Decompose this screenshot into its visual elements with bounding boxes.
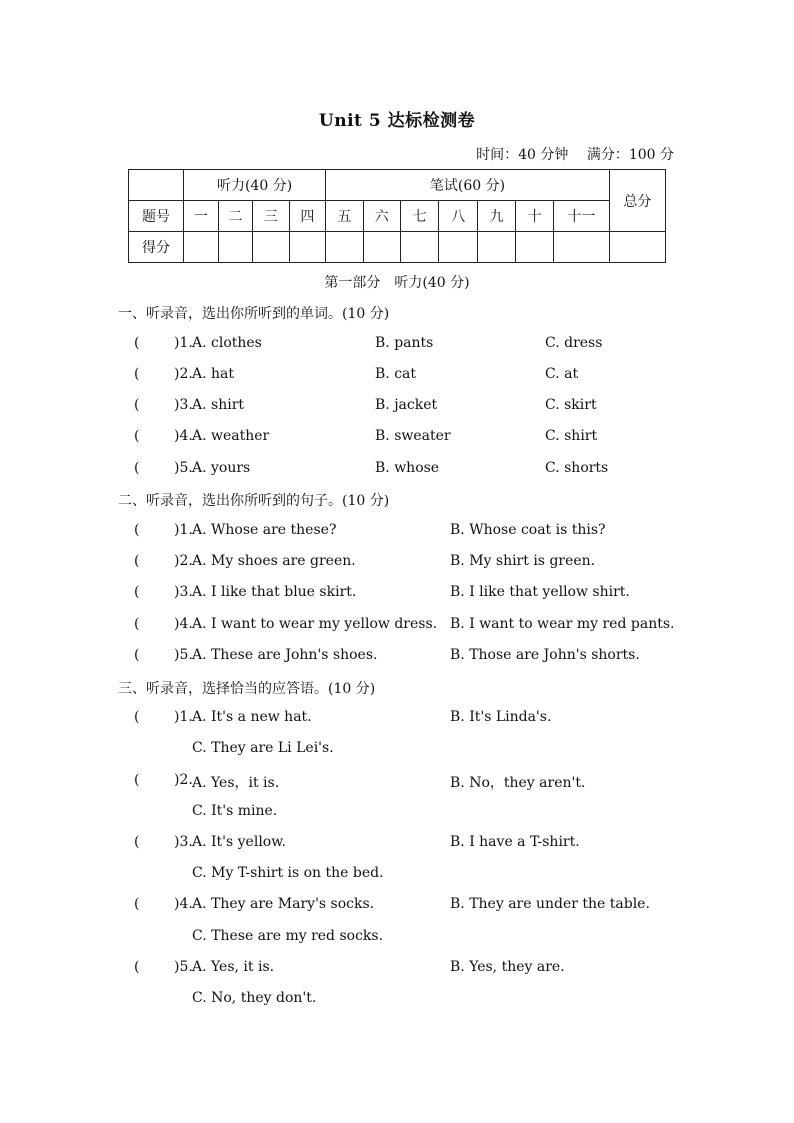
option-c: C. shorts — [545, 460, 609, 476]
question-number: )3. — [174, 584, 193, 600]
question-row — [134, 366, 694, 386]
option-c: C. shirt — [545, 428, 598, 444]
option-a: A. I like that blue skirt. — [192, 584, 357, 600]
time-limit: 时间：40 分钟 — [476, 147, 569, 163]
section-title: 二、听录音，选出你所听到的句子。(10 分) — [118, 493, 390, 509]
answer-blank[interactable]: ( — [134, 616, 140, 632]
question-row — [134, 647, 694, 667]
score-cell[interactable] — [516, 232, 553, 263]
option-b: B. I want to wear my red pants. — [450, 616, 675, 632]
section-title: 一、听录音，选出你所听到的单词。(10 分) — [118, 306, 390, 322]
question-number-cell: 三 — [253, 201, 289, 232]
answer-blank[interactable]: ( — [134, 335, 140, 351]
score-cell[interactable] — [553, 232, 609, 263]
question-number-cell: 九 — [477, 201, 515, 232]
option-c: C. They are Li Lei's. — [192, 740, 334, 756]
page-title: Unit 5 达标检测卷 — [318, 111, 476, 131]
score-table — [128, 169, 666, 263]
answer-blank[interactable]: ( — [134, 834, 140, 850]
written-header: 笔试(60 分) — [326, 170, 610, 201]
score-cell[interactable] — [401, 232, 439, 263]
question-number: )1. — [174, 522, 193, 538]
question-number-cell: 五 — [326, 201, 363, 232]
option-a: A. I want to wear my yellow dress. — [192, 616, 438, 632]
option-b: B. They are under the table. — [450, 896, 650, 912]
question-number: )3. — [174, 397, 193, 413]
option-a: A. Yes，it is. — [192, 775, 280, 791]
question-row — [134, 896, 694, 916]
question-row — [134, 522, 694, 542]
answer-blank[interactable]: ( — [134, 647, 140, 663]
answer-blank[interactable]: ( — [134, 709, 140, 725]
question-row — [134, 740, 694, 760]
option-a: A. It's a new hat. — [192, 709, 312, 725]
option-b: B. No，they aren't. — [450, 775, 586, 791]
score-cell[interactable] — [253, 232, 289, 263]
question-row — [134, 803, 694, 823]
option-b: B. Those are John's shorts. — [450, 647, 640, 663]
question-row — [134, 990, 694, 1010]
option-b: B. It's Linda's. — [450, 709, 552, 725]
option-a: A. They are Mary's socks. — [192, 896, 375, 912]
question-number-cell: 八 — [439, 201, 477, 232]
option-c: C. at — [545, 366, 579, 382]
option-b: B. I like that yellow shirt. — [450, 584, 630, 600]
option-a: A. hat — [192, 366, 234, 382]
option-b: B. Yes, they are. — [450, 959, 565, 975]
option-b: B. jacket — [375, 397, 438, 413]
answer-blank[interactable]: ( — [134, 772, 140, 788]
question-number: )2. — [174, 772, 193, 788]
question-number-label: 题号 — [129, 201, 184, 232]
question-number-cell: 十 — [516, 201, 553, 232]
question-number-cell: 六 — [363, 201, 400, 232]
part-title: 第一部分 听力(40 分) — [324, 275, 470, 291]
score-cell[interactable] — [439, 232, 477, 263]
question-row — [134, 553, 694, 573]
section-title: 三、听录音，选择恰当的应答语。(10 分) — [118, 681, 376, 697]
question-number: )4. — [174, 428, 193, 444]
option-c: C. dress — [545, 335, 603, 351]
option-c: C. My T-shirt is on the bed. — [192, 865, 384, 881]
option-a: A. These are John's shoes. — [192, 647, 378, 663]
score-cell[interactable] — [477, 232, 515, 263]
score-label: 得分 — [129, 232, 184, 263]
option-b: B. pants — [375, 335, 434, 351]
question-number: )5. — [174, 647, 193, 663]
question-row — [134, 397, 694, 417]
exam-meta — [462, 144, 674, 164]
option-a: A. yours — [192, 460, 251, 476]
answer-blank[interactable]: ( — [134, 959, 140, 975]
question-number-cell: 四 — [289, 201, 325, 232]
question-number: )2. — [174, 366, 193, 382]
question-number: )5. — [174, 460, 193, 476]
question-number: )1. — [174, 709, 193, 725]
option-a: A. It's yellow. — [192, 834, 287, 850]
score-cell[interactable] — [289, 232, 325, 263]
option-c: C. skirt — [545, 397, 597, 413]
question-number: )4. — [174, 896, 193, 912]
question-number-cell: 十一 — [553, 201, 609, 232]
option-b: B. cat — [375, 366, 417, 382]
option-c: C. These are my red socks. — [192, 928, 384, 944]
total-header: 总分 — [609, 170, 665, 232]
option-a: A. Yes, it is. — [192, 959, 275, 975]
answer-blank[interactable]: ( — [134, 584, 140, 600]
option-c: C. No, they don't. — [192, 990, 317, 1006]
question-number: )4. — [174, 616, 193, 632]
question-row — [134, 428, 694, 448]
score-cell[interactable] — [184, 232, 219, 263]
question-number: )1. — [174, 335, 193, 351]
answer-blank[interactable]: ( — [134, 366, 140, 382]
question-row — [134, 772, 694, 792]
question-number: )3. — [174, 834, 193, 850]
listening-header: 听力(40 分) — [184, 170, 326, 201]
question-row — [134, 460, 694, 480]
option-b: B. whose — [375, 460, 440, 476]
score-cell[interactable] — [363, 232, 400, 263]
question-row — [134, 335, 694, 355]
answer-blank[interactable]: ( — [134, 428, 140, 444]
option-b: B. My shirt is green. — [450, 553, 596, 569]
score-table-corner — [129, 170, 184, 201]
question-row — [134, 865, 694, 885]
answer-blank[interactable]: ( — [134, 522, 140, 538]
question-number: )5. — [174, 959, 193, 975]
question-row — [134, 834, 694, 854]
option-b: B. I have a T-shirt. — [450, 834, 580, 850]
option-a: A. shirt — [192, 397, 245, 413]
question-row — [134, 928, 694, 948]
question-number-cell: 七 — [401, 201, 439, 232]
score-cell[interactable] — [218, 232, 253, 263]
option-a: A. clothes — [192, 335, 262, 351]
question-row — [134, 709, 694, 729]
option-c: C. It's mine. — [192, 803, 278, 819]
option-a: A. My shoes are green. — [192, 553, 356, 569]
option-b: B. sweater — [375, 428, 451, 444]
question-row — [134, 959, 694, 979]
answer-blank[interactable]: ( — [134, 397, 140, 413]
option-a: A. Whose are these? — [192, 522, 337, 538]
score-cell[interactable] — [326, 232, 363, 263]
answer-blank[interactable]: ( — [134, 896, 140, 912]
answer-blank[interactable]: ( — [134, 553, 140, 569]
question-number: )2. — [174, 553, 193, 569]
option-b: B. Whose coat is this? — [450, 522, 606, 538]
question-number-cell: 二 — [218, 201, 253, 232]
full-marks: 满分：100 分 — [586, 147, 674, 163]
question-number-cell: 一 — [184, 201, 219, 232]
option-a: A. weather — [192, 428, 270, 444]
answer-blank[interactable]: ( — [134, 460, 140, 476]
total-score-cell[interactable] — [609, 232, 665, 263]
question-row — [134, 616, 694, 636]
question-row — [134, 584, 694, 604]
